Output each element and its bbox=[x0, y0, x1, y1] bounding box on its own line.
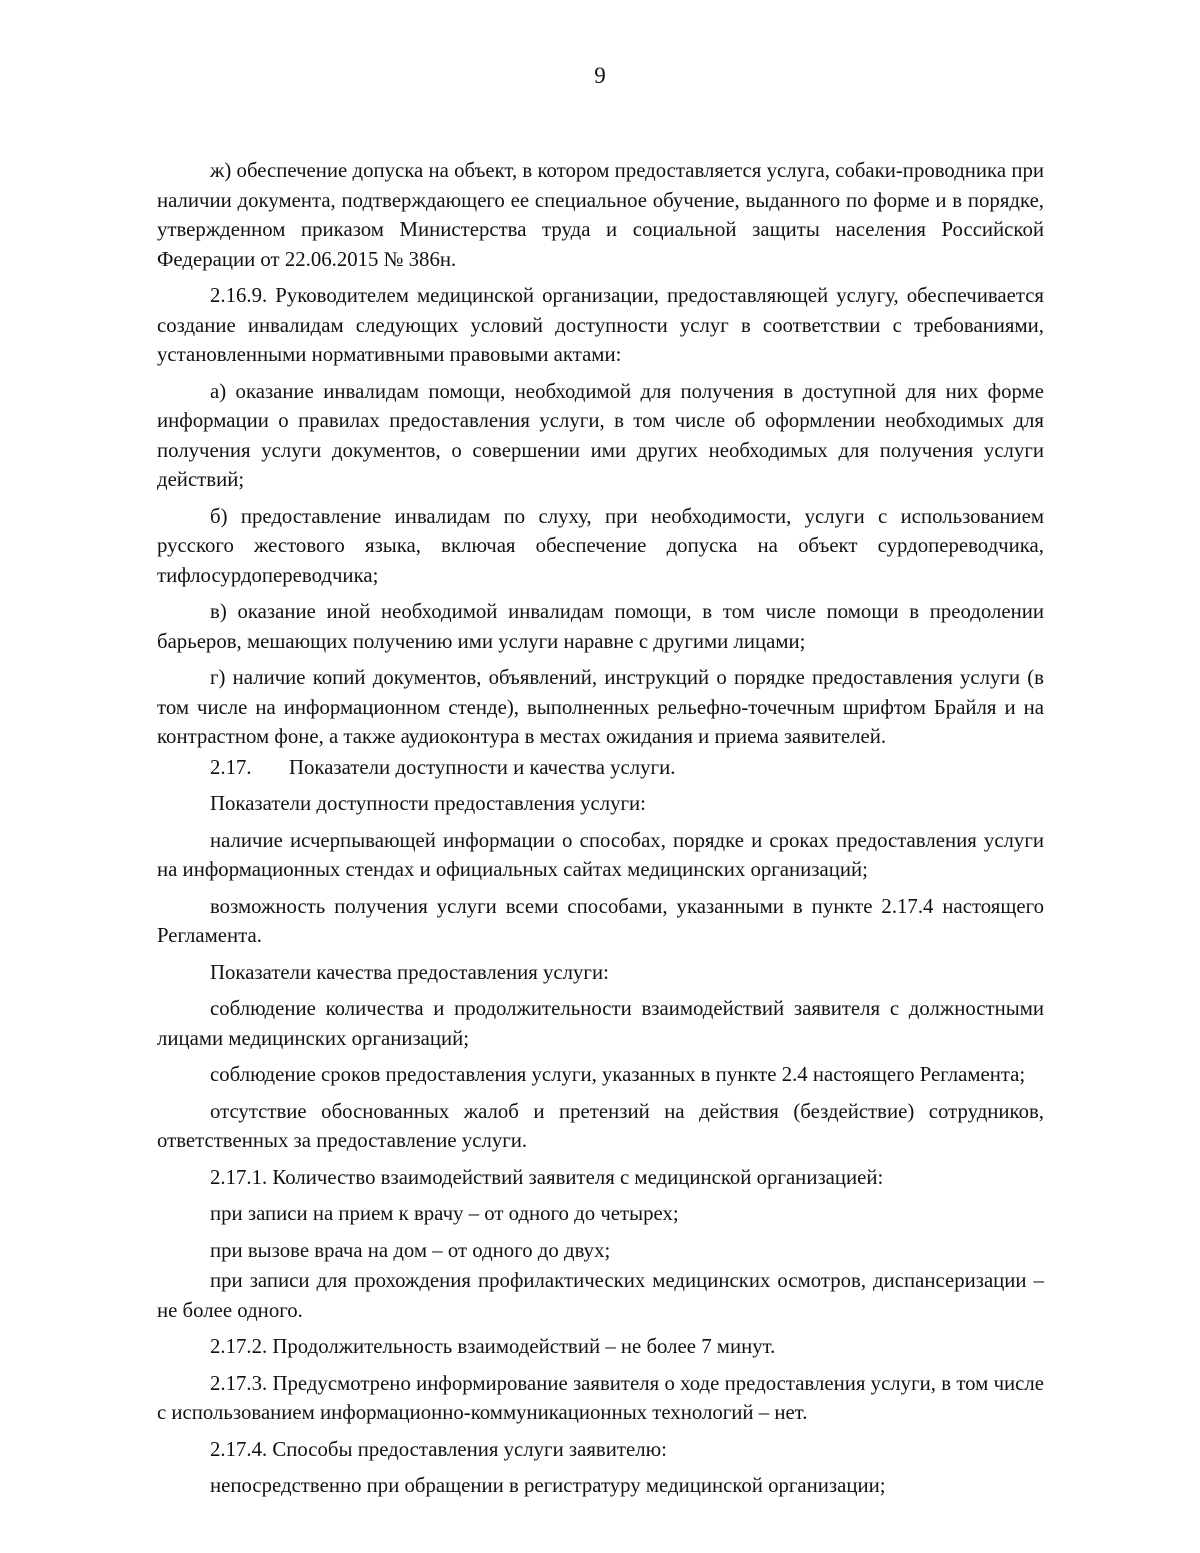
paragraph-registry: непосредственно при обращении в регистратуру медицинской организации; bbox=[210, 1474, 886, 1497]
document-body bbox=[157, 156, 1044, 1501]
paragraph-preventive-exams: при записи для прохождения профилактических медицинских осмотров, диспансеризации – не более одного. bbox=[157, 1269, 1044, 1322]
section-heading-2-17 bbox=[157, 753, 1044, 783]
paragraph-all-methods: возможность получения услуги всеми способами, указанными в пункте 2.17.4 настоящего Регламента. bbox=[157, 894, 1044, 947]
paragraph-v: в) оказание иной необходимой инвалидам помощи, в том числе помощи в преодолении барьеров, мешающих получению ими услуги наравне с другими лицами; bbox=[157, 600, 1044, 653]
paragraph-g: г) наличие копий документов, объявлений, инструкций о порядке предоставления услуги (в том числе на информационном стенде), выполненных рельефно-точечным шрифтом Брайля и на контрастном фоне, а также аудиоконтура в местах ожидания и приема заявителей. bbox=[157, 666, 1044, 748]
paragraph-interaction-count: соблюдение количества и продолжительности взаимодействий заявителя с должностными лицами медицинских организаций; bbox=[157, 997, 1044, 1050]
paragraph-quality-indicators: Показатели качества предоставления услуги: bbox=[210, 960, 609, 984]
section-title: Показатели доступности и качества услуги. bbox=[289, 755, 676, 779]
paragraph-a: а) оказание инвалидам помощи, необходимой для получения в доступной для них форме информации о правилах предоставления услуги, в том числе об оформлении необходимых для получения услуги документов, о совершении ими других необходимых для получения услуги действий; bbox=[157, 379, 1044, 491]
paragraph-information-availability: наличие исчерпывающей информации о способах, порядке и сроках предоставления услуги на информационных стендах и официальных сайтах медицинских организаций; bbox=[157, 828, 1044, 881]
paragraph-accessibility-indicators: Показатели доступности предоставления услуги: bbox=[210, 792, 646, 815]
paragraph-no-complaints: отсутствие обоснованных жалоб и претензий на действия (бездействие) сотрудников, ответственных за предоставление услуги. bbox=[157, 1099, 1044, 1152]
paragraph-2-17-1: 2.17.1. Количество взаимодействий заявителя с медицинской организацией: bbox=[210, 1165, 884, 1189]
page-number: 9 bbox=[594, 63, 606, 88]
paragraph-doctor-appointment: при записи на прием к врачу – от одного до четырех; bbox=[210, 1202, 679, 1225]
paragraph-2-17-4: 2.17.4. Способы предоставления услуги заявителю: bbox=[210, 1437, 667, 1461]
paragraph-b: б) предоставление инвалидам по слуху, при необходимости, услуги с использованием русского жестового языка, включая обеспечение допуска на объект сурдопереводчика, тифлосурдопереводчика; bbox=[157, 504, 1044, 587]
paragraph-deadlines: соблюдение сроков предоставления услуги, указанных в пункте 2.4 настоящего Регламента; bbox=[210, 1063, 1026, 1086]
paragraph-home-visit: при вызове врача на дом – от одного до двух; bbox=[210, 1238, 611, 1262]
paragraph-zh: ж) обеспечение допуска на объект, в котором предоставляется услуга, собаки-проводника при наличии документа, подтверждающего ее специальное обучение, выданного по форме и в порядке, утвержденном приказом Министерства труда и социальной защиты населения Российской Федерации от 22.06.2015 № 386н. bbox=[157, 159, 1044, 271]
section-number: 2.17. bbox=[210, 755, 252, 779]
paragraph-2-17-2: 2.17.2. Продолжительность взаимодействий – не более 7 минут. bbox=[210, 1335, 776, 1358]
paragraph-2-17-3: 2.17.3. Предусмотрено информирование заявителя о ходе предоставления услуги, в том числе с использованием информационно-коммуникационных технологий – нет. bbox=[157, 1371, 1044, 1424]
paragraph-2-16-9: 2.16.9. Руководителем медицинской организации, предоставляющей услугу, обеспечивается создание инвалидам следующих условий доступности услуг в соответствии с требованиями, установленными нормативными правовыми актами: bbox=[157, 284, 1044, 366]
